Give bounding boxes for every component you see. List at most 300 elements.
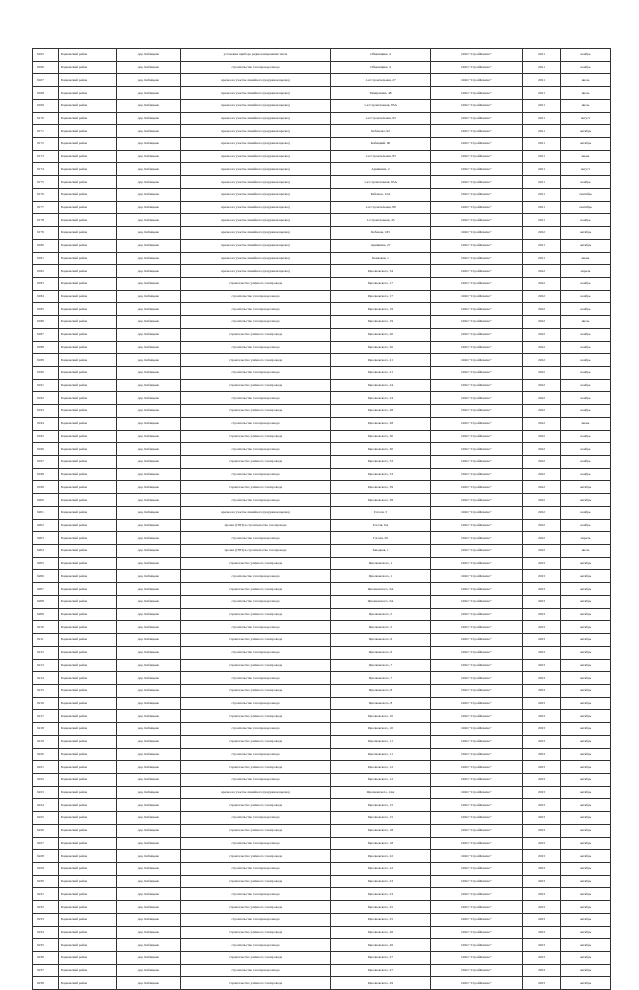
- month-cell: октябрь: [561, 977, 611, 990]
- table-row: [33, 595, 611, 608]
- contractor-cell: ООО "СтройКомпас": [431, 850, 523, 863]
- district-cell: Борковский район: [59, 265, 117, 278]
- work-type-cell: строительство газопровода ввода: [181, 61, 331, 74]
- month-cell: октябрь: [561, 748, 611, 761]
- row-number: 9214: [33, 672, 59, 685]
- year-cell: 2021: [523, 87, 561, 100]
- contractor-cell: ООО "СтройКомпас": [431, 290, 523, 303]
- month-cell: октябрь: [561, 494, 611, 507]
- district-cell: Борковский район: [59, 557, 117, 570]
- contractor-cell: ООО "СтройКомпас": [431, 468, 523, 481]
- work-type-cell: строительство уличного газопровода: [181, 901, 331, 914]
- row-number: 9236: [33, 952, 59, 965]
- month-cell: июнь: [561, 417, 611, 430]
- address-cell: Циолковского, 39: [331, 494, 431, 507]
- month-cell: октябрь: [561, 786, 611, 799]
- year-cell: 2021: [523, 150, 561, 163]
- address-cell: Циолковского, 24: [331, 392, 431, 405]
- work-type-cell: строительство уличного газопровода: [181, 634, 331, 647]
- village-cell: дер. Кабицыно: [117, 405, 181, 418]
- table-row: [33, 328, 611, 341]
- year-cell: 2023: [523, 646, 561, 659]
- year-cell: 2022: [523, 341, 561, 354]
- row-number: 9226: [33, 824, 59, 837]
- contractor-cell: ООО "СтройКомпас": [431, 341, 523, 354]
- month-cell: октябрь: [561, 952, 611, 965]
- month-cell: ноябрь: [561, 341, 611, 354]
- district-cell: Борковский район: [59, 977, 117, 990]
- row-number: 9179: [33, 227, 59, 240]
- contractor-cell: ООО "СтройКомпас": [431, 87, 523, 100]
- year-cell: 2022: [523, 405, 561, 418]
- address-cell: 1-я Строительная, 27: [331, 74, 431, 87]
- month-cell: октябрь: [561, 875, 611, 888]
- row-number: 9183: [33, 277, 59, 290]
- row-number: 9203: [33, 532, 59, 545]
- work-type-cell: строительство уличного газопровода: [181, 379, 331, 392]
- table-row: [33, 913, 611, 926]
- village-cell: дер. Кабицыно: [117, 761, 181, 774]
- year-cell: 2022: [523, 316, 561, 329]
- contractor-cell: ООО "СтройКомпас": [431, 659, 523, 672]
- table-row: [33, 901, 611, 914]
- month-cell: июнь: [561, 252, 611, 265]
- village-cell: дер. Кабицыно: [117, 201, 181, 214]
- table-row: [33, 379, 611, 392]
- contractor-cell: ООО "СтройКомпас": [431, 735, 523, 748]
- work-type-cell: врезка на участке линейного (наружная врезка): [181, 87, 331, 100]
- month-cell: октябрь: [561, 710, 611, 723]
- work-type-cell: врезка на участке линейного (наружная врезка): [181, 265, 331, 278]
- month-cell: октябрь: [561, 939, 611, 952]
- contractor-cell: ООО "СтройКомпас": [431, 595, 523, 608]
- contractor-cell: ООО "СтройКомпас": [431, 939, 523, 952]
- row-number: 9213: [33, 659, 59, 672]
- year-cell: 2023: [523, 850, 561, 863]
- table-row: [33, 316, 611, 329]
- row-number: 9176: [33, 188, 59, 201]
- year-cell: 2023: [523, 799, 561, 812]
- address-cell: Циолковского, 8: [331, 697, 431, 710]
- month-cell: апрель: [561, 265, 611, 278]
- month-cell: октябрь: [561, 557, 611, 570]
- work-type-cell: строительство газопровода ввода: [181, 888, 331, 901]
- address-cell: Гоголя, 3: [331, 506, 431, 519]
- year-cell: 2023: [523, 964, 561, 977]
- district-cell: Борковский район: [59, 913, 117, 926]
- year-cell: 2023: [523, 735, 561, 748]
- row-number: 9190: [33, 366, 59, 379]
- year-cell: 2022: [523, 392, 561, 405]
- month-cell: октябрь: [561, 697, 611, 710]
- address-cell: Циолковского, 6: [331, 634, 431, 647]
- year-cell: 2023: [523, 977, 561, 990]
- month-cell: ноябрь: [561, 49, 611, 62]
- district-cell: Борковский район: [59, 481, 117, 494]
- row-number: 9185: [33, 303, 59, 316]
- village-cell: дер. Кабицыно: [117, 786, 181, 799]
- month-cell: ноябрь: [561, 405, 611, 418]
- contractor-cell: ООО "СтройКомпас": [431, 824, 523, 837]
- contractor-cell: ООО "СтройКомпас": [431, 239, 523, 252]
- village-cell: дер. Кабицыно: [117, 684, 181, 697]
- address-cell: Циолковского, 21: [331, 354, 431, 367]
- contractor-cell: ООО "СтройКомпас": [431, 863, 523, 876]
- district-cell: Борковский район: [59, 379, 117, 392]
- work-type-cell: строительство уличного газопровода: [181, 277, 331, 290]
- district-cell: Борковский район: [59, 163, 117, 176]
- year-cell: 2022: [523, 265, 561, 278]
- work-type-cell: строительство газопровода ввода: [181, 812, 331, 825]
- address-cell: Кабицкий, 90: [331, 138, 431, 151]
- month-cell: октябрь: [561, 824, 611, 837]
- row-number: 9231: [33, 888, 59, 901]
- district-cell: Борковский район: [59, 697, 117, 710]
- contractor-cell: ООО "СтройКомпас": [431, 443, 523, 456]
- month-cell: ноябрь: [561, 379, 611, 392]
- contractor-cell: ООО "СтройКомпас": [431, 99, 523, 112]
- village-cell: дер. Кабицыно: [117, 926, 181, 939]
- month-cell: октябрь: [561, 735, 611, 748]
- village-cell: дер. Кабицыно: [117, 557, 181, 570]
- work-type-cell: врезка на участке линейного (наружная врезка): [181, 125, 331, 138]
- table-row: [33, 545, 611, 558]
- year-cell: 2021: [523, 74, 561, 87]
- table-row: [33, 506, 611, 519]
- district-cell: Борковский район: [59, 443, 117, 456]
- table-row: [33, 748, 611, 761]
- row-number: 9208: [33, 595, 59, 608]
- address-cell: Циолковского, 28: [331, 405, 431, 418]
- address-cell: Циолковского, 22: [331, 850, 431, 863]
- address-cell: 1-я Строительная, 93: [331, 112, 431, 125]
- year-cell: 2023: [523, 824, 561, 837]
- work-type-cell: строительство газопровода ввода: [181, 570, 331, 583]
- year-cell: 2021: [523, 176, 561, 189]
- year-cell: 2023: [523, 926, 561, 939]
- year-cell: 2022: [523, 290, 561, 303]
- address-cell: Циолковского, 25: [331, 901, 431, 914]
- address-cell: Циолковского, 23: [331, 875, 431, 888]
- work-type-cell: строительство уличного газопровода: [181, 328, 331, 341]
- month-cell: ноябрь: [561, 468, 611, 481]
- district-cell: Борковский район: [59, 468, 117, 481]
- village-cell: дер. Кабицыно: [117, 913, 181, 926]
- address-cell: Циолковского, 30: [331, 443, 431, 456]
- district-cell: Борковский район: [59, 138, 117, 151]
- year-cell: 2023: [523, 837, 561, 850]
- address-cell: 1-Строительная, 45: [331, 214, 431, 227]
- work-type-cell: строительство уличного газопровода: [181, 557, 331, 570]
- table-row: [33, 646, 611, 659]
- month-cell: ноябрь: [561, 214, 611, 227]
- table-row: [33, 61, 611, 74]
- table-row: [33, 850, 611, 863]
- table-row: [33, 481, 611, 494]
- row-number: 9173: [33, 150, 59, 163]
- table-row: [33, 265, 611, 278]
- contractor-cell: ООО "СтройКомпас": [431, 265, 523, 278]
- table-row: [33, 964, 611, 977]
- work-type-cell: врезка на участке линейного (наружная врезка): [181, 150, 331, 163]
- contractor-cell: ООО "СтройКомпас": [431, 519, 523, 532]
- year-cell: 2023: [523, 621, 561, 634]
- row-number: 9171: [33, 125, 59, 138]
- address-cell: Циолковского, 21: [331, 366, 431, 379]
- month-cell: ноябрь: [561, 366, 611, 379]
- month-cell: октябрь: [561, 773, 611, 786]
- work-type-cell: строительство газопровода ввода: [181, 595, 331, 608]
- address-cell: Циолковского, 18: [331, 837, 431, 850]
- contractor-cell: ООО "СтройКомпас": [431, 964, 523, 977]
- work-type-cell: врезка на участке линейного (наружная врезка): [181, 74, 331, 87]
- work-type-cell: строительство газопровода ввода: [181, 303, 331, 316]
- row-number: 9220: [33, 748, 59, 761]
- row-number: 9174: [33, 163, 59, 176]
- table-row: [33, 875, 611, 888]
- work-type-cell: строительство газопровода ввода: [181, 913, 331, 926]
- contractor-cell: ООО "СтройКомпас": [431, 634, 523, 647]
- month-cell: октябрь: [561, 646, 611, 659]
- table-row: [33, 112, 611, 125]
- address-cell: Циолковского, 10: [331, 723, 431, 736]
- contractor-cell: ООО "СтройКомпас": [431, 710, 523, 723]
- work-type-cell: врезка на участке линейного (наружная врезка): [181, 99, 331, 112]
- year-cell: 2022: [523, 494, 561, 507]
- work-type-cell: врезка на участке линейного (наружная врезка): [181, 176, 331, 189]
- village-cell: дер. Кабицыно: [117, 239, 181, 252]
- address-cell: Циолковского, 3А: [331, 583, 431, 596]
- district-cell: Борковский район: [59, 227, 117, 240]
- address-cell: Циолковского, 20: [331, 341, 431, 354]
- village-cell: дер. Кабицыно: [117, 265, 181, 278]
- work-type-cell: строительство газопровода ввода: [181, 392, 331, 405]
- district-cell: Борковский район: [59, 583, 117, 596]
- row-number: 9219: [33, 735, 59, 748]
- district-cell: Борковский район: [59, 188, 117, 201]
- month-cell: октябрь: [561, 850, 611, 863]
- address-cell: Циолковского, 5: [331, 621, 431, 634]
- month-cell: ноябрь: [561, 443, 611, 456]
- address-cell: 1-я Строительная, 85А: [331, 99, 431, 112]
- row-number: 9182: [33, 265, 59, 278]
- contractor-cell: ООО "СтройКомпас": [431, 417, 523, 430]
- district-cell: Борковский район: [59, 405, 117, 418]
- village-cell: дер. Кабицыно: [117, 176, 181, 189]
- address-cell: Циолковского, 6: [331, 646, 431, 659]
- table-row: [33, 99, 611, 112]
- address-cell: Циолковского, 3А: [331, 595, 431, 608]
- contractor-cell: ООО "СтройКомпас": [431, 901, 523, 914]
- year-cell: 2022: [523, 519, 561, 532]
- row-number: 9233: [33, 913, 59, 926]
- work-type-cell: проект (ГРП) и строительство газопровода: [181, 519, 331, 532]
- row-number: 9165: [33, 49, 59, 62]
- village-cell: дер. Кабицыно: [117, 481, 181, 494]
- year-cell: 2023: [523, 901, 561, 914]
- year-cell: 2023: [523, 557, 561, 570]
- village-cell: дер. Кабицыно: [117, 150, 181, 163]
- month-cell: июль: [561, 316, 611, 329]
- month-cell: октябрь: [561, 799, 611, 812]
- month-cell: ноябрь: [561, 290, 611, 303]
- month-cell: ноябрь: [561, 176, 611, 189]
- row-number: 9207: [33, 583, 59, 596]
- table-row: [33, 723, 611, 736]
- table-row: [33, 201, 611, 214]
- month-cell: октябрь: [561, 761, 611, 774]
- contractor-cell: ООО "СтройКомпас": [431, 761, 523, 774]
- month-cell: сентябрь: [561, 201, 611, 214]
- month-cell: октябрь: [561, 723, 611, 736]
- row-number: 9234: [33, 926, 59, 939]
- contractor-cell: ООО "СтройКомпас": [431, 456, 523, 469]
- row-number: 9237: [33, 964, 59, 977]
- village-cell: дер. Кабицыно: [117, 570, 181, 583]
- row-number: 9211: [33, 634, 59, 647]
- district-cell: Борковский район: [59, 659, 117, 672]
- year-cell: 2023: [523, 634, 561, 647]
- table-row: [33, 659, 611, 672]
- village-cell: дер. Кабицыно: [117, 277, 181, 290]
- address-cell: Циолковского, 8: [331, 684, 431, 697]
- village-cell: дер. Кабицыно: [117, 506, 181, 519]
- row-number: 9215: [33, 684, 59, 697]
- table-row: [33, 74, 611, 87]
- district-cell: Борковский район: [59, 799, 117, 812]
- work-type-cell: строительство уличного газопровода: [181, 952, 331, 965]
- work-type-cell: врезка на участке линейного (наружная врезка): [181, 201, 331, 214]
- village-cell: дер. Кабицыно: [117, 99, 181, 112]
- month-cell: октябрь: [561, 481, 611, 494]
- row-number: 9224: [33, 799, 59, 812]
- address-cell: Гоголя, 6А: [331, 519, 431, 532]
- row-number: 9216: [33, 697, 59, 710]
- year-cell: 2022: [523, 443, 561, 456]
- work-type-cell: врезка на участке линейного (наружная врезка): [181, 112, 331, 125]
- district-cell: Борковский район: [59, 316, 117, 329]
- year-cell: 2022: [523, 506, 561, 519]
- table-row: [33, 49, 611, 62]
- address-cell: Циолковского, 15: [331, 799, 431, 812]
- row-number: 9201: [33, 506, 59, 519]
- district-cell: Борковский район: [59, 684, 117, 697]
- work-type-cell: строительство газопровода ввода: [181, 964, 331, 977]
- year-cell: 2022: [523, 532, 561, 545]
- village-cell: дер. Кабицыно: [117, 659, 181, 672]
- month-cell: октябрь: [561, 570, 611, 583]
- district-cell: Борковский район: [59, 214, 117, 227]
- table-row: [33, 824, 611, 837]
- month-cell: октябрь: [561, 659, 611, 672]
- village-cell: дер. Кабицыно: [117, 227, 181, 240]
- table-row: [33, 227, 611, 240]
- district-cell: Борковский район: [59, 366, 117, 379]
- year-cell: 2021: [523, 188, 561, 201]
- address-cell: Циолковского, 27: [331, 952, 431, 965]
- table-row: [33, 138, 611, 151]
- row-number: 9175: [33, 176, 59, 189]
- contractor-cell: ООО "СтройКомпас": [431, 392, 523, 405]
- table-row: [33, 812, 611, 825]
- contractor-cell: ООО "СтройКомпас": [431, 494, 523, 507]
- works-table: [32, 48, 611, 990]
- contractor-cell: ООО "СтройКомпас": [431, 61, 523, 74]
- table-row: [33, 468, 611, 481]
- work-type-cell: строительство газопровода ввода: [181, 366, 331, 379]
- address-cell: Кабанов, 12А: [331, 188, 431, 201]
- work-type-cell: строительство уличного газопровода: [181, 456, 331, 469]
- contractor-cell: ООО "СтройКомпас": [431, 773, 523, 786]
- district-cell: Борковский район: [59, 773, 117, 786]
- year-cell: 2023: [523, 659, 561, 672]
- row-number: 9187: [33, 328, 59, 341]
- village-cell: дер. Кабицыно: [117, 824, 181, 837]
- address-cell: Циолковского, 1: [331, 570, 431, 583]
- work-type-cell: строительство газопровода ввода: [181, 863, 331, 876]
- district-cell: Борковский район: [59, 888, 117, 901]
- year-cell: 2023: [523, 748, 561, 761]
- year-cell: 2022: [523, 277, 561, 290]
- village-cell: дер. Кабицыно: [117, 608, 181, 621]
- work-type-cell: врезка на участке линейного (наружная врезка): [181, 163, 331, 176]
- work-type-cell: строительство газопровода ввода: [181, 468, 331, 481]
- village-cell: дер. Кабицыно: [117, 494, 181, 507]
- table-row: [33, 405, 611, 418]
- district-cell: Борковский район: [59, 176, 117, 189]
- year-cell: 2022: [523, 354, 561, 367]
- work-type-cell: строительство уличного газопровода: [181, 761, 331, 774]
- district-cell: Борковский район: [59, 87, 117, 100]
- month-cell: июнь: [561, 150, 611, 163]
- contractor-cell: ООО "СтройКомпас": [431, 557, 523, 570]
- row-number: 9212: [33, 646, 59, 659]
- contractor-cell: ООО "СтройКомпас": [431, 354, 523, 367]
- village-cell: дер. Кабицыно: [117, 214, 181, 227]
- district-cell: Борковский район: [59, 863, 117, 876]
- table-row: [33, 176, 611, 189]
- work-type-cell: строительство уличного газопровода: [181, 875, 331, 888]
- district-cell: Борковский район: [59, 392, 117, 405]
- table-row: [33, 150, 611, 163]
- month-cell: октябрь: [561, 125, 611, 138]
- month-cell: октябрь: [561, 621, 611, 634]
- row-number: 9166: [33, 61, 59, 74]
- village-cell: дер. Кабицыно: [117, 443, 181, 456]
- village-cell: дер. Кабицыно: [117, 888, 181, 901]
- table-row: [33, 430, 611, 443]
- year-cell: 2021: [523, 125, 561, 138]
- contractor-cell: ООО "СтройКомпас": [431, 138, 523, 151]
- table-row: [33, 341, 611, 354]
- year-cell: 2023: [523, 710, 561, 723]
- year-cell: 2022: [523, 379, 561, 392]
- contractor-cell: ООО "СтройКомпас": [431, 430, 523, 443]
- contractor-cell: ООО "СтройКомпас": [431, 303, 523, 316]
- row-number: 9196: [33, 443, 59, 456]
- row-number: 9210: [33, 621, 59, 634]
- contractor-cell: ООО "СтройКомпас": [431, 49, 523, 62]
- address-cell: Циолковского, 34: [331, 265, 431, 278]
- month-cell: сентябрь: [561, 188, 611, 201]
- table-row: [33, 290, 611, 303]
- table-row: [33, 443, 611, 456]
- work-type-cell: строительство уличного газопровода: [181, 405, 331, 418]
- address-cell: Циолковского, 26: [331, 926, 431, 939]
- address-cell: Циолковского, 33: [331, 468, 431, 481]
- month-cell: июль: [561, 545, 611, 558]
- village-cell: дер. Кабицыно: [117, 901, 181, 914]
